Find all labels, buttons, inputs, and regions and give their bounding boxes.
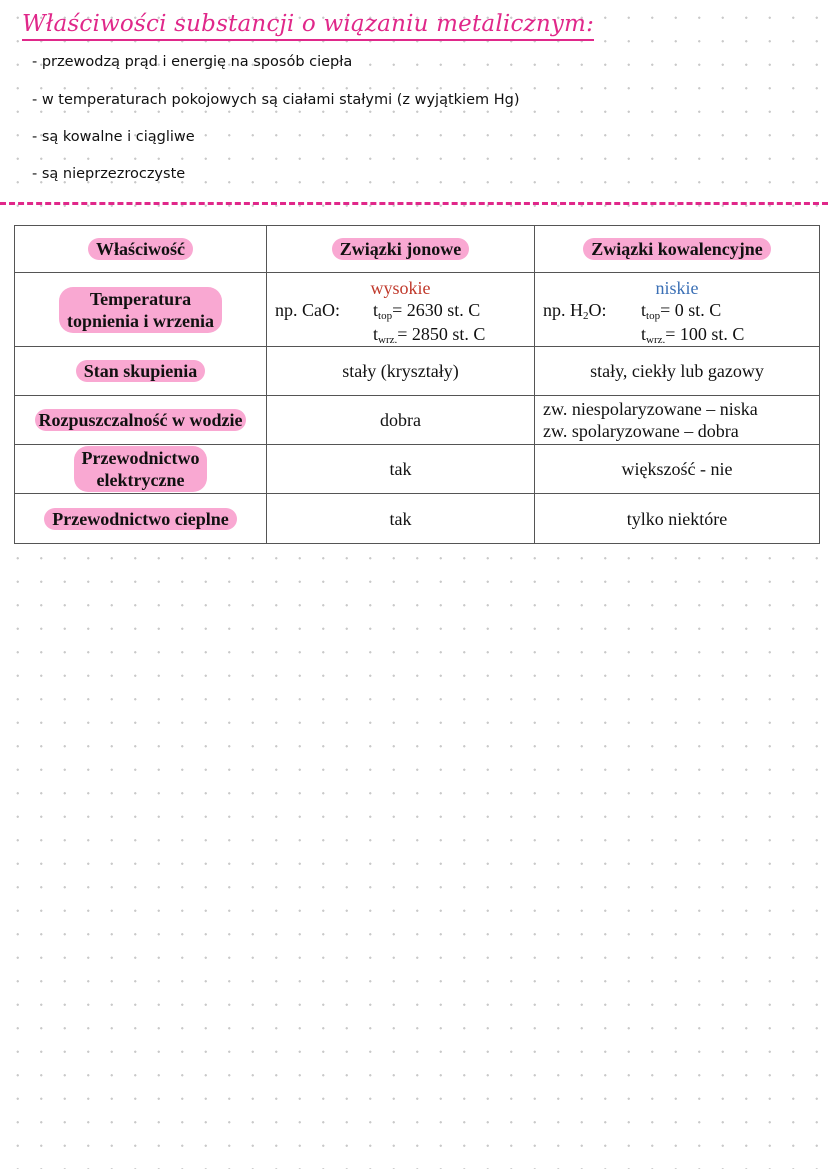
- property-label: Stan skupienia: [76, 360, 206, 382]
- list-item: - w temperaturach pokojowych są ciałami stałymi (z wyjątkiem Hg): [32, 92, 520, 108]
- covalent-cell: większość - nie: [535, 445, 820, 494]
- covalent-line: zw. niespolaryzowane – niska: [543, 399, 758, 419]
- ionic-cell: stały (kryształy): [267, 347, 535, 396]
- property-cell: [15, 396, 267, 445]
- covalent-cell: tylko niektóre: [535, 494, 820, 544]
- covalent-boiling-point: $t_{wrz.}= 100$ st. C: [641, 323, 745, 346]
- covalent-cell: stały, ciekły lub gazowy: [535, 347, 820, 396]
- ionic-boiling-point: $t_{wrz.}= 2850$ st. C: [373, 323, 486, 346]
- page-title: Właściwości substancji o wiązaniu metalicznym:: [22, 10, 594, 41]
- ionic-cell: tak: [267, 445, 535, 494]
- table-row-electrical: [15, 445, 820, 494]
- list-item: - są kowalne i ciągliwe: [32, 129, 195, 145]
- header-property: Właściwość: [88, 238, 193, 260]
- covalent-temperature-cell: [535, 273, 820, 347]
- covalent-line: zw. spolaryzowane – dobra: [543, 421, 739, 441]
- table-row-thermal: [15, 494, 820, 544]
- table-header-row: [15, 226, 820, 273]
- ionic-temperature-cell: [267, 273, 535, 347]
- ionic-cell: dobra: [267, 396, 535, 445]
- header-covalent: Związki kowalencyjne: [583, 238, 771, 260]
- property-label: [74, 446, 208, 492]
- ionic-melting-point: $t_{top}= 2630$ st. C: [373, 299, 481, 322]
- list-item: - są nieprzezroczyste: [32, 166, 186, 182]
- property-cell: [15, 494, 267, 544]
- table-row-solubility: [15, 396, 820, 445]
- list-item: - przewodzą prąd i energię na sposób ciepła: [32, 54, 353, 70]
- property-label: Przewodnictwo cieplne: [44, 508, 236, 530]
- property-label-line: Przewodnictwo: [81, 448, 200, 468]
- property-cell: [15, 445, 267, 494]
- covalent-example: np. $H_2O$:: [543, 299, 607, 322]
- property-label-line: topnienia i wrzenia: [67, 310, 214, 331]
- header-cell: [535, 226, 820, 273]
- covalent-cell: [535, 396, 820, 445]
- header-cell: [15, 226, 267, 273]
- comparison-table: [14, 225, 820, 544]
- ionic-example: np. CaO:: [275, 299, 340, 320]
- covalent-melting-point: $t_{top}= 0$ st. C: [641, 299, 722, 322]
- dashed-divider: [0, 202, 828, 205]
- table-row-temperature: [15, 273, 820, 347]
- property-label-line: elektryczne: [96, 470, 185, 490]
- ionic-cell: tak: [267, 494, 535, 544]
- header-ionic: Związki jonowe: [332, 238, 470, 260]
- property-cell: [15, 347, 267, 396]
- property-label: Rozpuszczalność w wodzie: [35, 409, 247, 431]
- ionic-temp-level: wysokie: [370, 277, 431, 298]
- header-cell: [267, 226, 535, 273]
- covalent-temp-level: niskie: [655, 277, 699, 298]
- property-cell: [15, 273, 267, 347]
- property-label: [59, 287, 222, 333]
- table-row-state: [15, 347, 820, 396]
- property-label-line: Temperatura: [89, 288, 192, 309]
